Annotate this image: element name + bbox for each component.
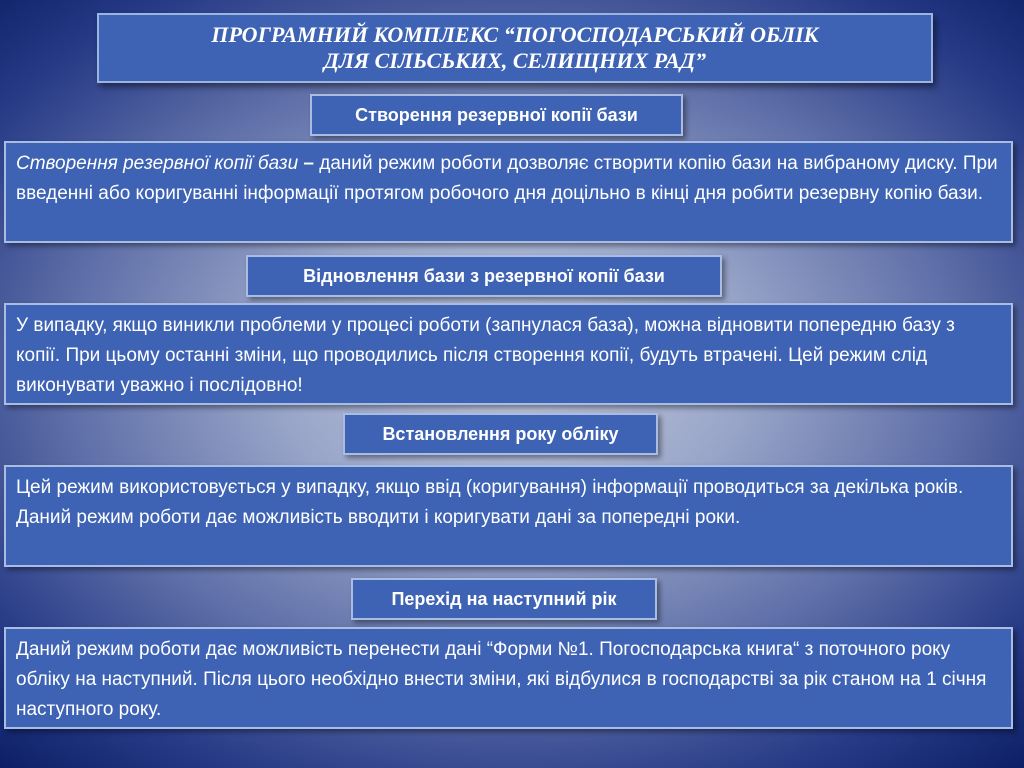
slide-title-line-2: ДЛЯ СІЛЬСЬКИХ, СЕЛИЩНИХ РАД” (323, 48, 707, 73)
section-text-backup (4, 141, 1013, 243)
section-text-next-year (4, 627, 1013, 729)
section-heading-set-year: Встановлення року обліку (343, 413, 658, 455)
restore-description: У випадку, якщо виникли проблеми у процесі роботи (запнулася база), можна відновити попередню базу з копії. При цьому останні зміни, що проводились після створення копії, будуть втрачені. Цей режим слід виконувати уважно і послідовно! (16, 315, 955, 396)
section-text-set-year (4, 465, 1013, 567)
section-paragraph-backup (16, 149, 1001, 209)
next-year-description: Даний режим роботи дає можливість перенести дані “Форми №1. Погосподарська книга“ з поточного року обліку на наступний. Після цього необхідно внести зміни, які відбулися в господарстві за рік станом на 1 січня наступного року. (16, 639, 987, 720)
slide-title-line-1: ПРОГРАМНИЙ КОМПЛЕКС “ПОГОСПОДАРСЬКИЙ ОБЛІК (211, 22, 819, 47)
backup-lead-term: Створення резервної копії бази (16, 153, 299, 174)
section-heading-backup: Створення резервної копії бази (310, 94, 683, 136)
set-year-description: Цей режим використовується у випадку, якщо ввід (коригування) інформації проводиться за декілька років. Даний режим роботи дає можливість вводити і коригувати дані за попередні роки. (16, 477, 964, 528)
backup-dash: – (298, 153, 320, 174)
section-heading-next-year: Перехід на наступний рік (351, 578, 657, 620)
section-text-restore (4, 303, 1013, 405)
section-heading-restore: Відновлення бази з резервної копії бази (246, 255, 722, 297)
backup-description: даний режим роботи дозволяє створити копію бази на вибраному диску. При введенні або коригуванні інформації протягом робочого дня доцільно в кінці дня робити резервну копію бази. (16, 153, 998, 204)
slide-title (97, 13, 933, 83)
